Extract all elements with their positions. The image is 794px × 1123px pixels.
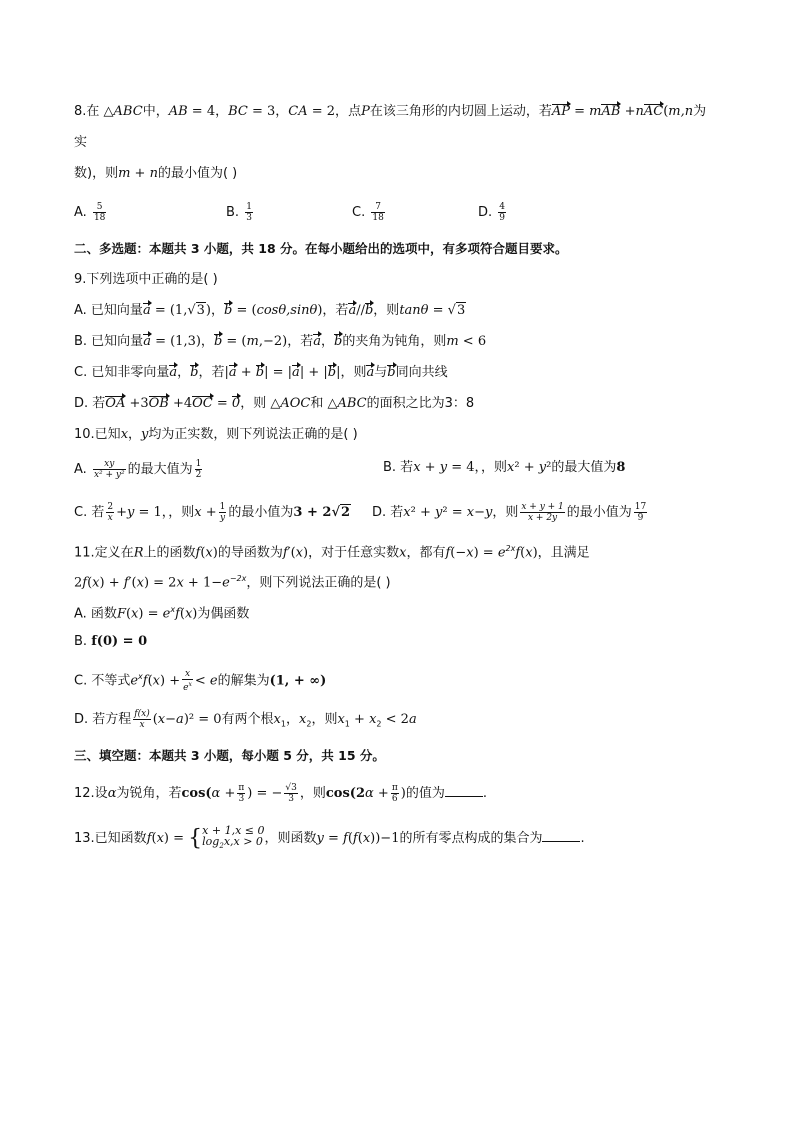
- q10-row-cd: [74, 502, 714, 526]
- q11-option-d[interactable]: D. 若方程 $\frac{f(x)}{x}$ (x−a)² = 0有两个根$x_1$，$x_2$，则$x_1 + x_2 < 2a$: [74, 709, 417, 730]
- q8-option-c[interactable]: C. $\frac{7}{18}$: [352, 202, 384, 223]
- q12-answer-blank[interactable]: [445, 784, 483, 797]
- q9-option-a[interactable]: A. 已知向量a = (1,√3)，b = (cosθ,sinθ)，若a//b，则tanθ = √3: [74, 303, 466, 318]
- section-fill-blank-title: 三、填空题：本题共 3 小题，每小题 5 分，共 15 分。: [74, 748, 385, 763]
- q11-line2: $2f(x) + f'(x) = 2x + 1-e^{-2x}$，则下列说法正确的是( ): [74, 574, 391, 591]
- q10-option-a[interactable]: A. $\frac{xy}{\text{x² + y²}}$ 的最大值为 $\frac{1}{2}$: [74, 459, 202, 480]
- section-multi-choice-title: 二、多选题：本题共 3 小题，共 18 分。在每小题给出的选项中，有多项符合题目要求。: [74, 241, 568, 256]
- q10-stem: 10.已知x，y均为正实数，则下列说法正确的是( ): [74, 427, 358, 442]
- q11-option-a[interactable]: A. 函数$F(x) = e^xf(x)$为偶函数: [74, 605, 250, 622]
- q11-option-b[interactable]: B. f(0) = 0: [74, 634, 148, 649]
- q8-options: [74, 202, 714, 226]
- q11-option-c[interactable]: C. 不等式$e^xf(x)$ + $\frac{x}{e^x}$ < e的解集为(1, + ∞): [74, 668, 327, 693]
- q9-option-b[interactable]: B. 已知向量a = (1,3)，b = (m,−2)，若a，b的夹角为钝角，则m < 6: [74, 334, 487, 349]
- q13: 13.已知函数f(x) = { x + 1,x ≤ 0 $\log_2x,x > 0$ ，则函数y = f(f(x))−1的所有零点构成的集合为 .: [74, 824, 585, 851]
- q10-option-b[interactable]: B. 若x + y = 4，，则x² + y²的最大值为8: [383, 460, 626, 475]
- q8-option-b[interactable]: B. $\frac{1}{3}$: [226, 202, 252, 223]
- q9-stem: 9.下列选项中正确的是( ): [74, 272, 218, 287]
- q8-option-a[interactable]: A. $\frac{5}{18}$: [74, 202, 106, 223]
- q12: 12.设α为锐角，若cos(α + $\frac{\pi}{3}$ ) = − $\frac{√3}{3}$ ，则cos(2α + $\frac{\pi}{6}$ )的值为 .: [74, 783, 487, 804]
- q8-option-d[interactable]: D. $\frac{4}{9}$: [478, 202, 506, 223]
- q8-line3: 数)，则m + n的最小值为( ): [74, 166, 238, 181]
- q10-option-c[interactable]: C. 若 $\frac{2}{x}$ +y = 1，，则x + $\frac{1}{y}$ 的最小值为3 + 2√2: [74, 502, 351, 523]
- q9-option-d[interactable]: D. 若OA +3OB +4OC = 0，则 △AOC和 △ABC的面积之比为3：8: [74, 396, 475, 411]
- q10-row-ab: [74, 459, 714, 483]
- q10-option-d[interactable]: D. 若x² + y² = x−y，则 $\frac{x + y + 1}{x + 2y}$ 的最小值为 $\frac{17}{9}$: [372, 502, 647, 523]
- q11-line1: 11.定义在R上的函数f(x)的导函数为f′(x)，对于任意实数x，都有$f(-x) = e^{2x}f(x)$，且满足: [74, 544, 590, 561]
- q8-line1: 8.在 △ABC中，AB = 4，BC = 3，CA = 2，点P在该三角形的内切圆上运动，若AP = mAB +nAC(m,n为: [74, 104, 707, 119]
- q8-line2: 实: [74, 135, 88, 150]
- q13-answer-blank[interactable]: [542, 829, 580, 842]
- q9-option-c[interactable]: C. 已知非零向量a，b，若|a + b| = |a| + |b|，则a与b同向共线: [74, 365, 448, 380]
